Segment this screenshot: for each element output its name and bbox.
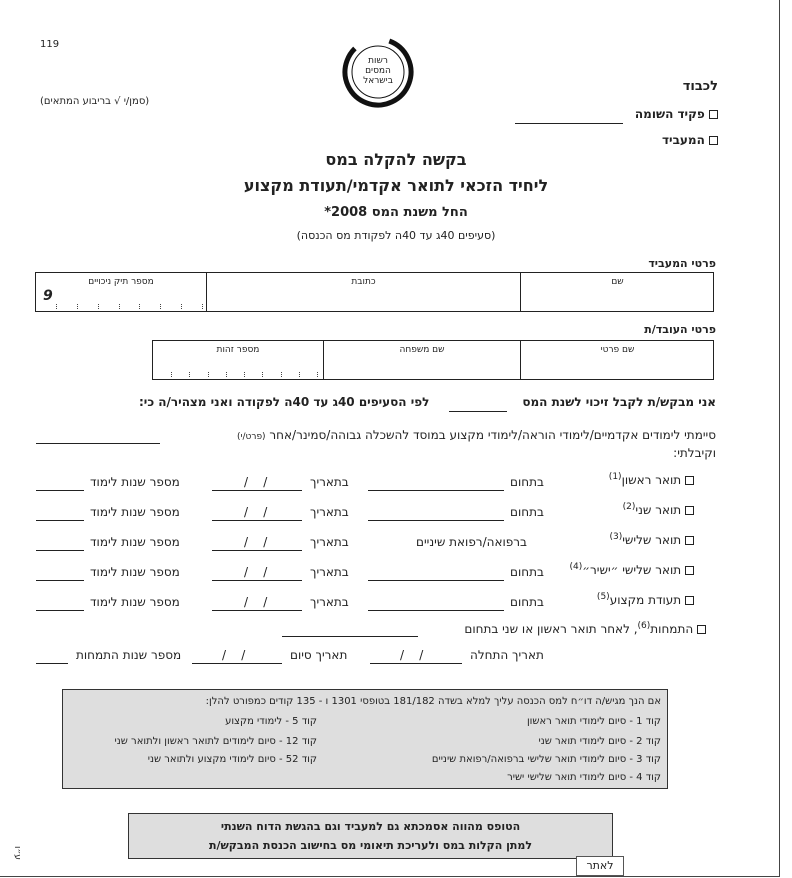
degree-3-years: מספר שנות לימוד [90,535,180,549]
degree-5-date: בתאריך [310,595,349,609]
degree-4-field-line[interactable] [368,580,504,581]
degree-1-field: בתחום [510,475,544,489]
first-name-label: שם פרטי [600,345,635,355]
degree-2-sup: (2) [622,502,636,512]
employer-address-label: כתובת [351,277,376,287]
specialization-sup: (6) [637,621,651,631]
degree-3-date-line[interactable] [212,550,302,551]
logo-line2: המסים [365,66,391,76]
studies-line2: וקיבלתי: [673,446,716,460]
degree-4-years: מספר שנות לימוד [90,565,180,579]
spec-end-line[interactable] [192,663,282,664]
spec-start-line[interactable] [370,663,462,664]
degree-1-label: תואר ראשון [621,473,682,487]
degree-2-field: בתחום [510,505,544,519]
degree-4-date: בתאריך [310,565,349,579]
degree-1-years-line[interactable] [36,490,84,491]
degree-4-checkbox[interactable] [685,566,694,575]
employer-file-digits[interactable] [56,304,204,309]
degree-5-years: מספר שנות לימוד [90,595,180,609]
studies-note: (פרט/י) [236,432,266,442]
degree-5-label: תעודת מקצוע [609,593,682,607]
specialization-checkbox[interactable] [697,625,706,634]
degree-3-years-line[interactable] [36,550,84,551]
degree-2-field-line[interactable] [368,520,504,521]
assessor-checkbox[interactable] [709,110,718,119]
degree-1-checkbox[interactable] [685,476,694,485]
to-site-button[interactable]: לאתר [576,856,624,876]
mark-instruction: (סמן/י √ בריבוע המתאים) [40,96,150,107]
degree-1-date-line[interactable] [212,490,302,491]
to-label: לכבוד [682,79,718,94]
degree-1-years: מספר שנות לימוד [90,475,180,489]
bottom-note-box [128,813,613,859]
degree-2-checkbox[interactable] [685,506,694,515]
degree-1-field-line[interactable] [368,490,504,491]
degree-4-label: תואר שלישי ״ישיר״ [582,563,682,577]
page-number: 119 [40,39,60,50]
degree-5-sup: (5) [596,592,610,602]
logo-line1: רשות [368,56,388,66]
degree-2-label: תואר שני [635,503,682,517]
title-line2: ליחיד הזכאי לתואר אקדמי/תעודת מקצוע [243,176,549,195]
code-4: קוד 4 - סיום לימודי תואר שלישי ישיר [507,772,661,783]
degree-2-date-line[interactable] [212,520,302,521]
last-name-label: שם משפחה [399,345,445,355]
specialization-label: התמחות [650,622,694,636]
degree-5-years-line[interactable] [36,610,84,611]
specialization-row [464,621,706,636]
to-option-employer[interactable] [662,133,718,147]
degree-1-date: בתאריך [310,475,349,489]
spec-start-label: תאריך התחלה [470,648,544,662]
declaration-part1: אני מבקש/ת לקבל זיכוי לשנת המס [522,395,716,409]
code-5: קוד 5 - לימודי מקצוע [225,716,317,727]
specialization-rest: , לאחר תואר ראשון או שני בתחום [464,622,638,636]
degree-row-5: תעודת מקצוע$^{(5)}$ בתחום בתאריך / / מספר שנות לימוד [0,592,700,614]
side-mark: ע״ו [12,846,22,860]
degree-3-date: בתאריך [310,535,349,549]
spec-end-label: תאריך סיום [290,648,348,662]
degree-3-label: תואר שלישי [622,533,682,547]
degree-row-4: תואר שלישי ״ישיר״$^{(4)}$ בתחום בתאריך / / מספר שנות לימוד [0,562,700,584]
studies-line1 [237,428,716,442]
degree-row-1: תואר ראשון$^{(1)}$ בתחום בתאריך / / מספר שנות לימוד [0,472,700,494]
spec-years-line[interactable] [36,663,68,664]
code-52: קוד 52 - סיום לימודי מקצוע ולתואר שני [147,754,317,765]
degree-5-checkbox[interactable] [685,596,694,605]
codes-intro: אם הנך מגיש/ה דו״ח למס הכנסה עליך למלא בשדה 181/182 בטופסי 1301 ו - 135 קודים כמפורט להלן: [205,696,661,707]
degree-3-field: ברפואה/רפואת שיניים [416,535,527,549]
code-3: קוד 3 - סיום לימודי תואר שלישי ברפואה/רפואת שיניים [431,754,661,765]
degree-2-date: בתאריך [310,505,349,519]
degree-5-field: בתחום [510,595,544,609]
employer-checkbox[interactable] [709,136,718,145]
degree-2-years: מספר שנות לימוד [90,505,180,519]
title-line3: החל משנת המס 2008* [324,205,468,220]
degree-row-2: תואר שני$^{(2)}$ בתחום בתאריך / / מספר שנות לימוד [0,502,700,524]
studies-text: סיימתי לימודים אקדמיים/לימודי הוראה/לימודי מקצוע במוסד להשכלה גבוהה/סמינר/אחר [269,428,716,442]
employee-table [152,340,714,380]
bottom-note-line1: הטופס מהווה אסמכתא גם למעביד וגם בהגשת הדוח השנתי [220,820,521,833]
degree-5-date-line[interactable] [212,610,302,611]
employer-option-label: המעביד [661,133,705,147]
degree-3-sup: (3) [609,532,623,542]
studies-other-line[interactable] [36,443,160,444]
title-line4: (סעיפים 40ג עד 40ה לפקודת מס הכנסה) [296,229,496,242]
specialization-field-line[interactable] [282,636,418,637]
tax-year-line[interactable] [449,411,507,412]
degree-4-field: בתחום [510,565,544,579]
tax-authority-logo [342,36,414,108]
spec-years-label: מספר שנות התמחות [76,648,182,662]
degree-1-sup: (1) [608,472,622,482]
code-2: קוד 2 - סיום לימודי תואר שני [538,736,661,747]
code-1: קוד 1 - סיום לימודי תואר ראשון [526,716,661,727]
employer-file-prefix: 9 [43,288,53,304]
degree-4-sup: (4) [569,562,583,572]
degree-5-field-line[interactable] [368,610,504,611]
employer-file-label: מספר תיק ניכויים [88,277,154,287]
employer-table [35,272,714,312]
declaration-part2: לפי הסעיפים 40ג עד 40ה לפקודה ואני מצהיר/ה כי: [139,395,430,409]
degree-4-years-line[interactable] [36,580,84,581]
id-number-label: מספר זהות [216,345,260,355]
title-line1: בקשה להקלה במס [325,150,467,169]
logo-line3: בישראל [363,76,393,86]
employer-section-title: פרטי המעביד [648,257,716,270]
employee-section-title: פרטי העובד/ת [644,323,716,336]
degree-2-years-line[interactable] [36,520,84,521]
to-option-assessor[interactable] [635,107,718,121]
degree-row-3: תואר שלישי$^{(3)}$ ברפואה/רפואת שיניים בתאריך / / מספר שנות לימוד [0,532,700,554]
degree-4-date-line[interactable] [212,580,302,581]
assessor-line[interactable] [515,123,623,124]
bottom-note-line2: למתן הקלות במס ולעריכת תיאומי מס בחישוב הכנסת המבקש/ת [208,839,533,852]
codes-box [62,689,668,789]
assessor-label: פקיד השומה [634,107,705,121]
code-12: קוד 12 - סיום לימודים לתואר ראשון ולתואר שני [114,736,317,747]
id-number-digits[interactable] [171,372,319,377]
employer-name-label: שם [611,277,624,287]
degree-3-checkbox[interactable] [685,536,694,545]
